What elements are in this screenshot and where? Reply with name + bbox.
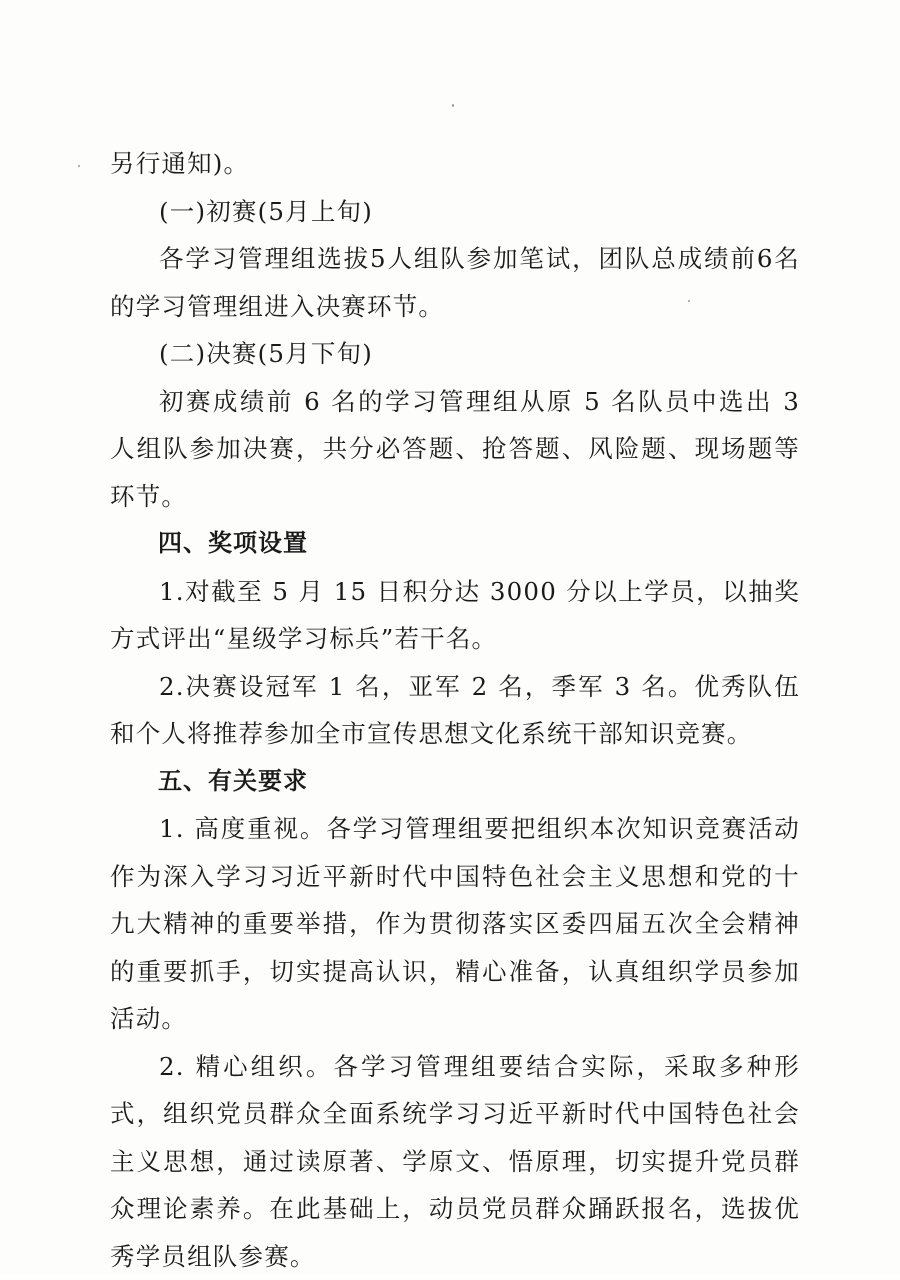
scan-speck (452, 104, 454, 107)
paragraph-preliminary-round: 各学习管理组选拔5人组队参加笔试，团队总成绩前6名的学习管理组进入决赛环节。 (110, 235, 800, 330)
subheading-final-round: (二)决赛(5月下旬) (110, 330, 800, 378)
section-heading-awards: 四、奖项设置 (110, 520, 800, 568)
paragraph-award-1: 1.对截至 5 月 15 日积分达 3000 分以上学员，以抽奖方式评出“星级学习标兵”若干名。 (110, 568, 800, 663)
paragraph-final-round: 初赛成绩前 6 名的学习管理组从原 5 名队员中选出 3 人组队参加决赛，共分必答题、抢答题、风险题、现场题等环节。 (110, 378, 800, 521)
document-body (110, 140, 800, 1280)
section-heading-requirements: 五、有关要求 (110, 758, 800, 806)
scan-speck (78, 165, 80, 167)
paragraph-continuation: 另行通知)。 (110, 140, 800, 188)
paragraph-requirement-1: 1. 高度重视。各学习管理组要把组织本次知识竞赛活动作为深入学习习近平新时代中国特色社会主义思想和党的十九大精神的重要举措，作为贯彻落实区委四届五次全会精神的重要抓手，切实提高认识，精心准备，认真组织学员参加活动。 (110, 805, 800, 1043)
subheading-preliminary-round: (一)初赛(5月上旬) (110, 188, 800, 236)
paragraph-award-2: 2.决赛设冠军 1 名，亚军 2 名，季军 3 名。优秀队伍和个人将推荐参加全市宣传思想文化系统干部知识竞赛。 (110, 663, 800, 758)
paragraph-requirement-2: 2. 精心组织。各学习管理组要结合实际，采取多种形式，组织党员群众全面系统学习习近平新时代中国特色社会主义思想，通过读原著、学原文、悟原理，切实提升党员群众理论素养。在此基础上，动员党员群众踊跃报名，选拔优秀学员组队参赛。 (110, 1043, 800, 1280)
